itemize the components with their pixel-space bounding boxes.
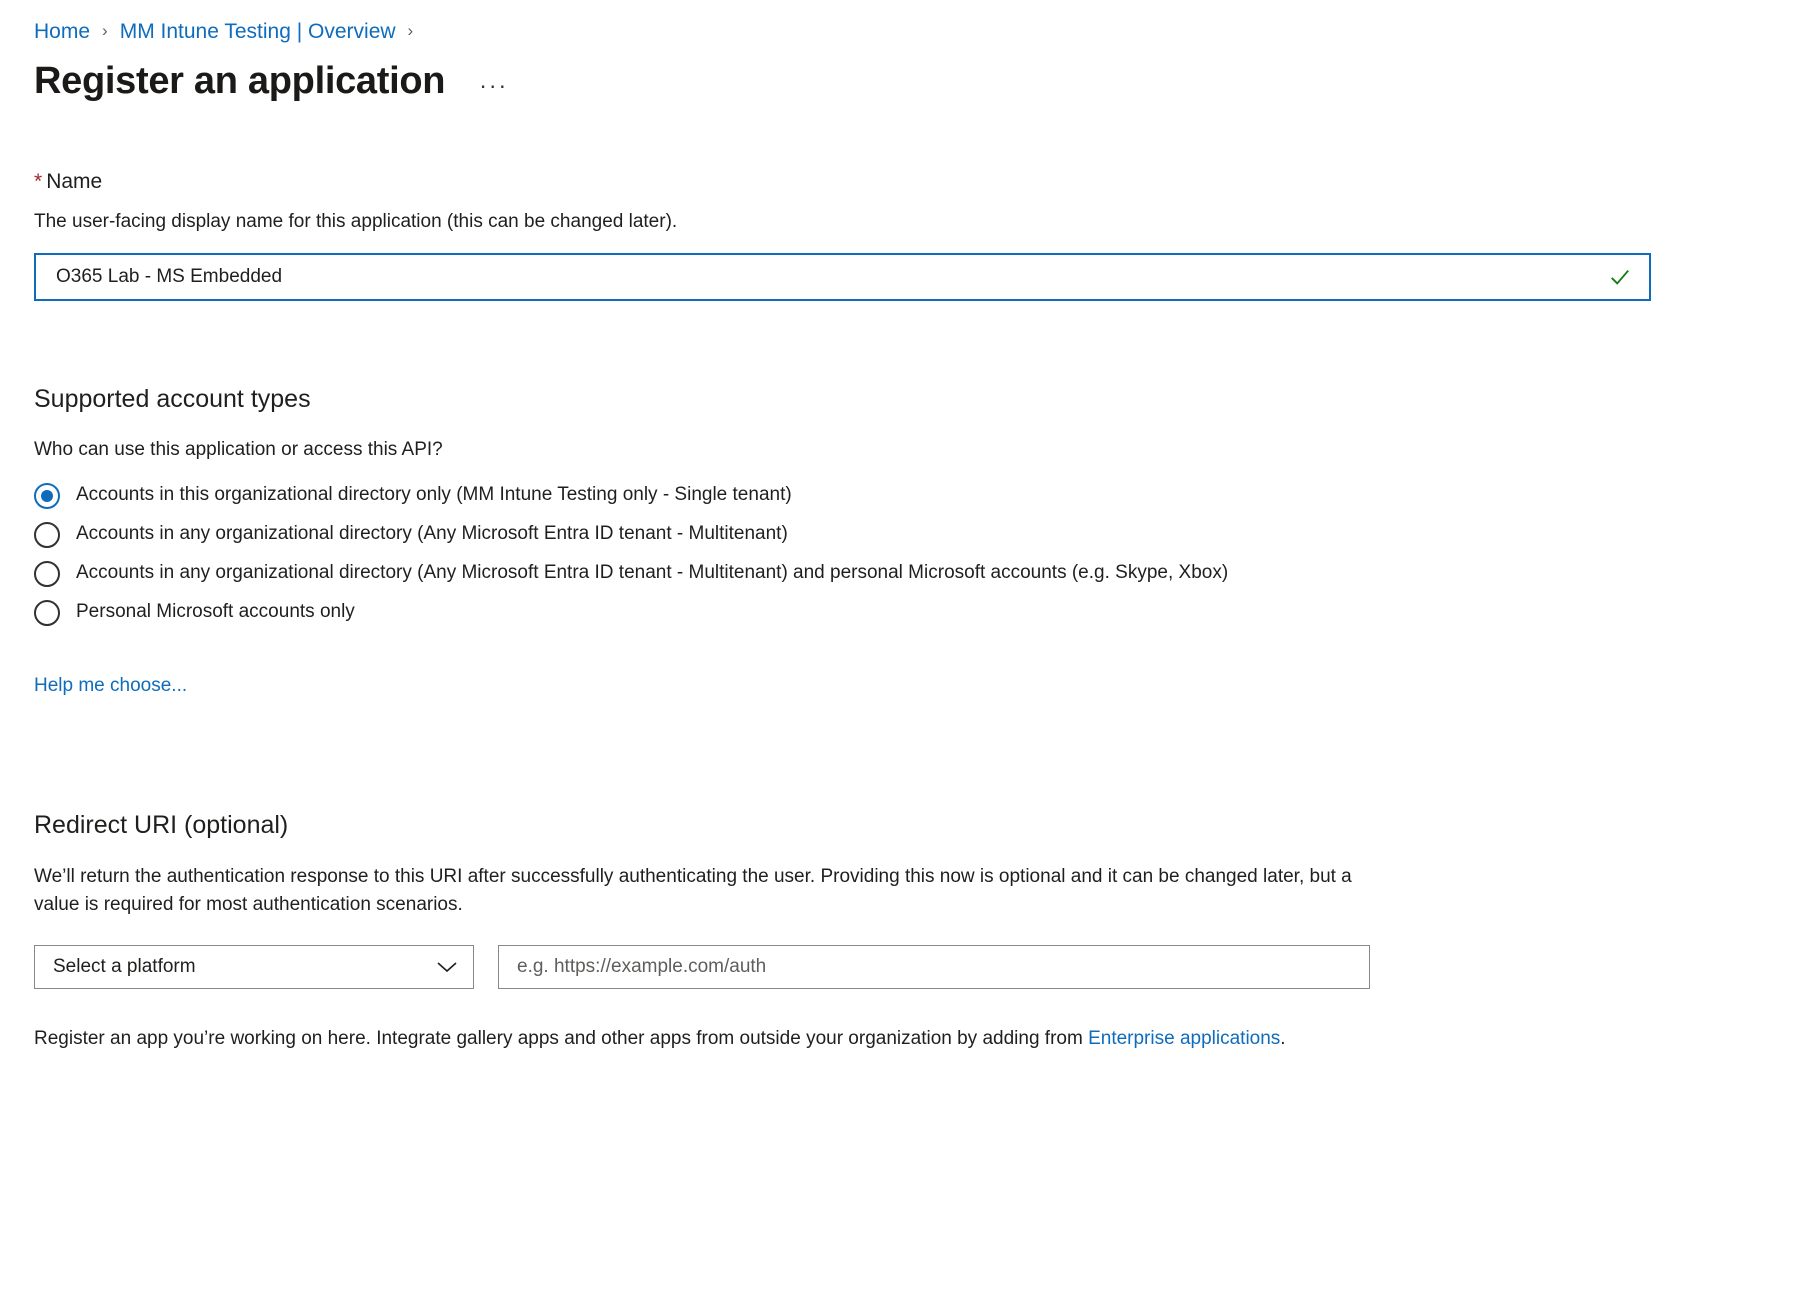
platform-select-value: Select a platform [53, 956, 196, 977]
radio-label-multitenant-personal: Accounts in any organizational directory (Any Microsoft Entra ID tenant - Multitenant) and personal Microsoft accounts (e.g. Skype, Xbox) [76, 562, 1229, 583]
help-me-choose-link[interactable]: Help me choose... [34, 675, 188, 696]
footer-text-before: Register an app you’re working on here. Integrate gallery apps and other apps from outside your organization by adding from [34, 1028, 1089, 1049]
page-title: Register an application [34, 60, 446, 102]
radio-label-single-tenant: Accounts in this organizational directory only (MM Intune Testing only - Single tenant) [76, 484, 792, 505]
footer-text-after: . [1280, 1028, 1286, 1049]
name-field-description: The user-facing display name for this application (this can be changed later). [34, 211, 678, 232]
name-field-label [34, 169, 1780, 195]
redirect-uri-input-wrapper[interactable] [498, 945, 1370, 989]
checkmark-icon [1609, 266, 1631, 288]
radio-icon-multitenant-personal[interactable] [34, 561, 60, 587]
radio-label-multitenant: Accounts in any organizational directory (Any Microsoft Entra ID tenant - Multitenant) [76, 523, 788, 544]
footer-note [34, 1025, 1780, 1053]
radio-label-personal-only: Personal Microsoft accounts only [76, 601, 355, 622]
chevron-right-icon-2: › [407, 21, 414, 40]
chevron-down-icon [437, 961, 457, 973]
radio-option-multitenant-personal[interactable] [34, 559, 1780, 587]
radio-option-single-tenant[interactable] [34, 481, 1780, 509]
redirect-uri-heading: Redirect URI (optional) [34, 811, 289, 839]
name-input-wrapper[interactable] [34, 253, 1651, 301]
name-input[interactable] [36, 255, 1649, 299]
breadcrumb-item-home[interactable]: Home [34, 20, 91, 43]
more-options-icon[interactable]: ··· [479, 72, 509, 98]
breadcrumb [34, 18, 1780, 46]
platform-select[interactable] [34, 945, 474, 989]
breadcrumb-item-overview[interactable]: MM Intune Testing | Overview [119, 20, 396, 43]
redirect-uri-row [34, 945, 1780, 989]
chevron-right-icon: › [102, 21, 108, 40]
redirect-uri-description: We’ll return the authentication response to this URI after successfully authenticating the user. Providing this now is optional and it can be changed later, but a value is required for most authentication scenarios. [34, 866, 1352, 915]
radio-option-multitenant[interactable] [34, 520, 1780, 548]
redirect-uri-input[interactable] [499, 946, 1369, 988]
supported-account-types-question: Who can use this application or access this API? [34, 439, 443, 460]
radio-icon-multitenant[interactable] [34, 522, 60, 548]
radio-option-personal-only[interactable] [34, 598, 1780, 626]
supported-account-types-heading: Supported account types [34, 385, 311, 413]
title-row [34, 60, 1780, 103]
radio-icon-personal-only[interactable] [34, 600, 60, 626]
enterprise-applications-link[interactable]: Enterprise applications [1088, 1028, 1281, 1049]
required-marker: * [34, 170, 43, 193]
radio-icon-single-tenant[interactable] [34, 483, 60, 509]
name-label-text: Name [46, 170, 103, 193]
